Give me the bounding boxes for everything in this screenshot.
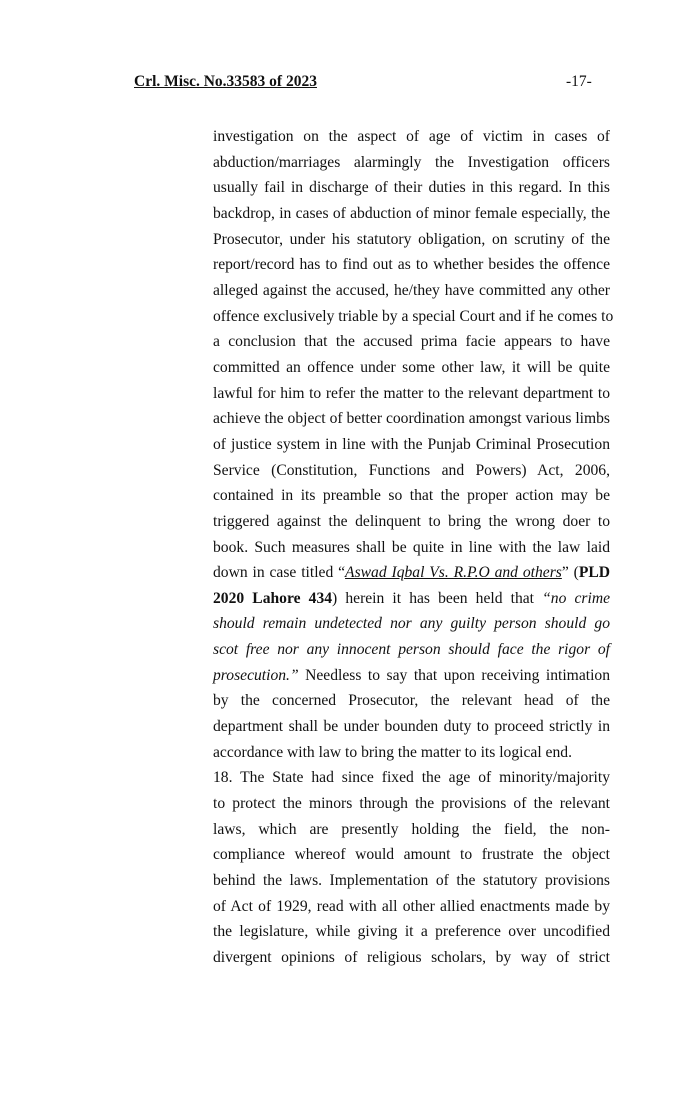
text-line [213, 304, 614, 330]
text-line [213, 150, 610, 176]
text-line [213, 252, 610, 278]
text-segment: abduction/marriages alarmingly the Investigation officers [213, 153, 610, 171]
text-line [213, 329, 610, 355]
text-segment: down in case titled “ [213, 564, 346, 582]
text-segment: committed an offence under some other law, it will be quite [213, 358, 610, 376]
text-line [213, 637, 610, 663]
text-line [213, 945, 610, 971]
text-segment: lawful for him to refer the matter to the relevant department to [213, 384, 610, 402]
text-segment: ” ( [561, 564, 579, 582]
text-segment: of justice system in line with the Punjab Criminal Prosecution [213, 435, 610, 453]
bold-citation: 2020 Lahore 434 [213, 589, 333, 607]
text-segment: Prosecutor, under his statutory obligation, on scrutiny of the [213, 230, 610, 248]
text-segment: a conclusion that the accused prima facie appears to have [213, 333, 610, 351]
text-segment: of Act of 1929, read with all other allied enactments made by [213, 897, 610, 915]
text-segment: achieve the object of better coordination amongst various limbs [213, 410, 610, 428]
text-segment: laws, which are presently holding the field, the non- [213, 820, 610, 838]
text-line [213, 278, 610, 304]
text-segment: to protect the minors through the provisions of the relevant [213, 795, 610, 813]
text-segment: accordance with law to bring the matter to its logical end. [213, 743, 572, 761]
text-line [213, 509, 610, 535]
text-segment: contained in its preamble so that the proper action may be [213, 487, 610, 505]
text-line [213, 201, 610, 227]
text-line [213, 791, 610, 817]
text-segment: offence exclusively triable by a special Court and if he comes to [213, 307, 614, 325]
text-line [213, 560, 610, 586]
text-line [213, 919, 610, 945]
text-line [213, 432, 610, 458]
text-segment: by the concerned Prosecutor, the relevant head of the [213, 692, 610, 710]
text-segment: triggered against the delinquent to bring the wrong doer to [213, 512, 610, 530]
text-segment: alleged against the accused, he/they have committed any other [213, 281, 610, 299]
text-line [213, 406, 610, 432]
text-segment: department shall be under bounden duty to proceed strictly in [213, 718, 610, 736]
quoted-text: prosecution.” [213, 666, 299, 684]
text-line [213, 663, 610, 689]
case-number-header: Crl. Misc. No.33583 of 2023 [134, 73, 317, 90]
bold-citation: PLD [578, 564, 611, 582]
document-body [213, 124, 614, 971]
quoted-text: scot free nor any innocent person should face the rigor of [213, 641, 610, 659]
text-line [213, 611, 610, 637]
text-line [213, 740, 610, 766]
text-line [213, 483, 610, 509]
text-line [213, 381, 610, 407]
text-segment: report/record has to find out as to whether besides the offence [213, 256, 610, 274]
text-line [213, 227, 610, 253]
text-line [213, 688, 610, 714]
text-line [213, 714, 610, 740]
page-number: -17- [566, 73, 592, 90]
text-segment: usually fail in discharge of their duties in this regard. In this [213, 179, 610, 197]
text-segment: compliance whereof would amount to frustrate the object [213, 846, 610, 864]
text-line [213, 586, 610, 612]
text-segment: divergent opinions of religious scholars, by way of strict [213, 949, 610, 966]
text-line [213, 765, 610, 791]
text-segment: investigation on the aspect of age of victim in cases of [213, 128, 610, 145]
case-citation-link: Aswad Iqbal Vs. R.P.O and others [345, 564, 562, 582]
text-segment: 18. The State had since fixed the age of minority/majority [213, 769, 610, 787]
text-line [213, 842, 610, 868]
text-segment: ) herein it has been held that [332, 589, 543, 607]
text-line [213, 175, 610, 201]
text-line [213, 458, 610, 484]
text-line [213, 355, 610, 381]
quoted-text: “no crime [542, 589, 611, 607]
text-line [213, 817, 610, 843]
text-line [213, 124, 610, 150]
text-line [213, 535, 610, 561]
text-line [213, 868, 610, 894]
text-segment: backdrop, in cases of abduction of minor female especially, the [213, 204, 610, 222]
quoted-text: should remain undetected nor any guilty person should go [213, 615, 610, 633]
text-segment: Service (Constitution, Functions and Powers) Act, 2006, [213, 461, 610, 479]
text-line [213, 894, 610, 920]
text-segment: behind the laws. Implementation of the statutory provisions [213, 872, 610, 890]
text-segment: book. Such measures shall be quite in line with the law laid [213, 538, 610, 556]
text-segment: the legislature, while giving it a preference over uncodified [213, 923, 610, 941]
text-segment: Needless to say that upon receiving intimation [298, 666, 610, 684]
